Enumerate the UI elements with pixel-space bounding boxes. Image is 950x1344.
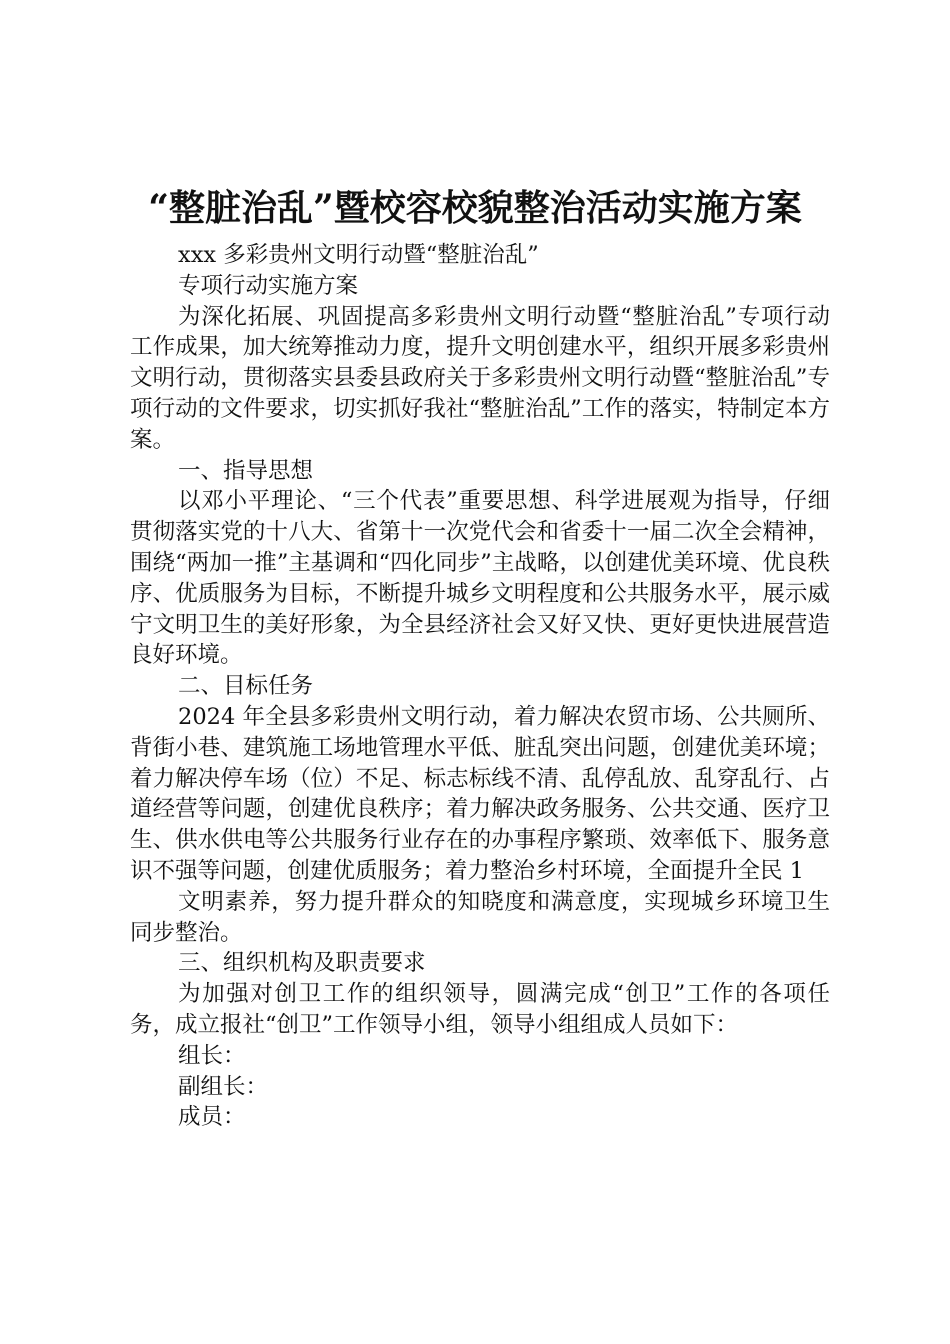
deputy-leader-label: 副组长： xyxy=(178,1073,269,1100)
section-2-paragraph-continued: 文明素养，努力提升群众的知晓度和满意度，实现城乡环境卫生同步整治。 xyxy=(130,888,830,946)
members-label: 成员： xyxy=(178,1104,246,1131)
document-title: “整脏治乱”暨校容校貌整治活动实施方案 xyxy=(148,187,802,229)
section-1-heading: 一、指导思想 xyxy=(178,457,314,484)
subtitle-line-1: xxx 多彩贵州文明行动暨“整脏治乱” xyxy=(178,242,539,268)
leader-label: 组长： xyxy=(178,1042,246,1069)
section-3-paragraph: 为加强对创卫工作的组织领导，圆满完成“创卫”工作的各项任务，成立报社“创卫”工作领导小组，领导小组组成人员如下： xyxy=(130,981,830,1038)
section-2-heading: 二、目标任务 xyxy=(178,673,314,700)
document-body xyxy=(130,240,830,1133)
section-1-paragraph: 以邓小平理论、“三个代表”重要思想、科学进展观为指导，仔细贯彻落实党的十八大、省第十一次党代会和省委十一届二次全会精神，围绕“两加一推”主基调和“四化同步”主战略，以创建优美环境、优良秩序、优质服务为目标，不断提升城乡文明程度和公共服务水平，展示威宁文明卫生的美好形象，为全县经济社会又好又快、更好更快进展营造良好环境。 xyxy=(130,488,830,669)
subtitle-line-2: 专项行动实施方案 xyxy=(178,272,359,299)
section-3-heading: 三、组织机构及职责要求 xyxy=(178,950,426,977)
intro-paragraph: 为深化拓展、巩固提高多彩贵州文明行动暨“整脏治乱”专项行动工作成果，加大统筹推动力度，提升文明创建水平，组织开展多彩贵州文明行动，贯彻落实县委县政府关于多彩贵州文明行动暨“整脏治乱”专项行动的文件要求，切实抓好我社“整脏治乱”工作的落实，特制定本方案。 xyxy=(130,303,830,453)
section-2-paragraph: 2024 年全县多彩贵州文明行动，着力解决农贸市场、公共厕所、背街小巷、建筑施工场地管理水平低、脏乱突出问题，创建优美环境；着力解决停车场（位）不足、标志标线不清、乱停乱放、乱穿乱行、占道经营等问题，创建优良秩序；着力解决政务服务、公共交通、医疗卫生、供水供电等公共服务行业存在的办事程序繁琐、效率低下、服务意识不强等问题，创建优质服务；着力整治乡村环境，全面提升全民 1 xyxy=(130,703,830,884)
